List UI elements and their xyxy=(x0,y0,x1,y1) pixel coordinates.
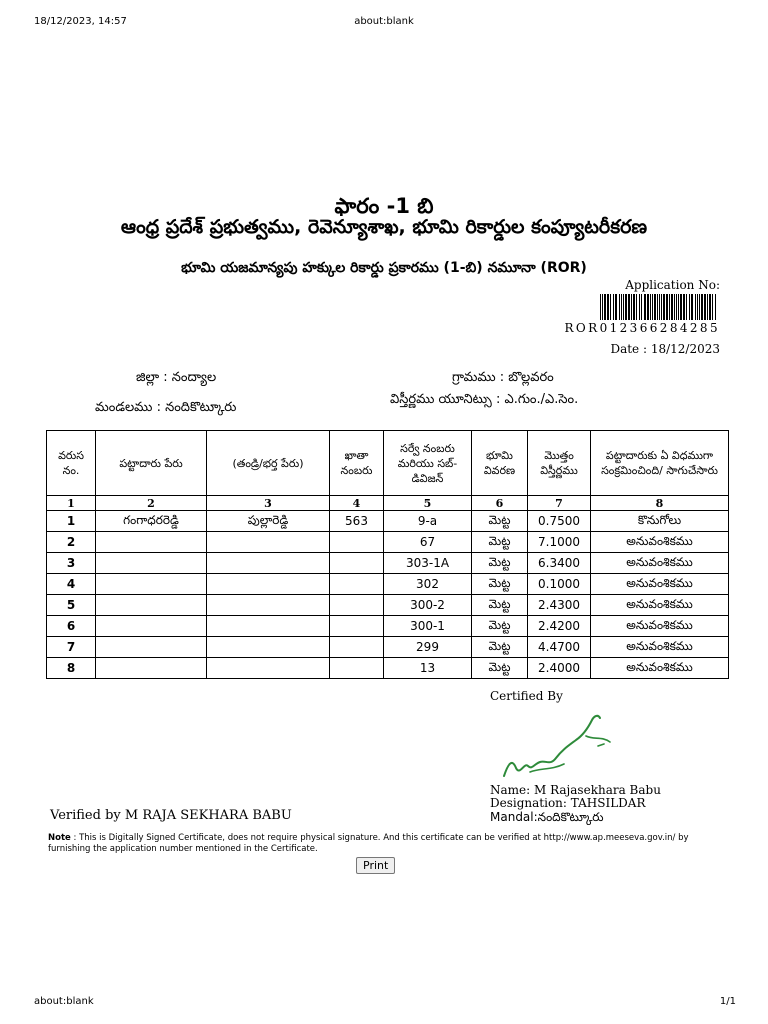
father-name-cell xyxy=(207,637,330,658)
application-barcode xyxy=(600,294,718,320)
record-title: భూమి యజమాన్యపు హక్కుల రికార్డు ప్రకారము (1-బి) నమూనా (ROR) xyxy=(181,260,587,276)
ror-table xyxy=(46,430,729,679)
print-footer-url: about:blank xyxy=(34,996,94,1007)
column-number: 2 xyxy=(96,496,207,511)
father-name-cell xyxy=(207,574,330,595)
print-datetime: 18/12/2023, 14:57 xyxy=(34,16,127,27)
application-number: ROR012366284285 xyxy=(564,321,720,335)
acquisition-cell: అనువంశికము xyxy=(591,637,729,658)
acquisition-cell: అనువంశికము xyxy=(591,616,729,637)
serial-cell: 8 xyxy=(47,658,96,679)
father-name-cell: పుల్లారెడ్డి xyxy=(207,511,330,532)
pattadar-name-cell xyxy=(96,553,207,574)
khata-cell xyxy=(330,658,384,679)
area-unit-label: విస్తీర్ణము యూనిట్సు : xyxy=(390,392,501,407)
header-land-type: భూమి వివరణ xyxy=(472,431,528,496)
khata-cell xyxy=(330,574,384,595)
acquisition-cell: కొనుగోలు xyxy=(591,511,729,532)
khata-cell xyxy=(330,553,384,574)
survey-cell: 302 xyxy=(384,574,472,595)
pattadar-name-cell: గంగాధరరెడ్డి xyxy=(96,511,207,532)
note-body: : This is Digitally Signed Certificate, does not require physical signature. And this certificate can be verified at http://www.ap.meeseva.gov.in/ by furnishing the application number mentioned in the Certificate. xyxy=(48,833,689,854)
area-cell: 2.4200 xyxy=(528,616,591,637)
district-value: నంద్యాల xyxy=(171,370,217,385)
land-type-cell: మెట్ట xyxy=(472,637,528,658)
acquisition-cell: అనువంశికము xyxy=(591,595,729,616)
serial-cell: 7 xyxy=(47,637,96,658)
signer-name: Name: M Rajasekhara Babu xyxy=(490,783,661,797)
mandal-label: మండలము : xyxy=(95,400,161,415)
mandal-field xyxy=(95,400,236,418)
serial-cell: 6 xyxy=(47,616,96,637)
column-number: 8 xyxy=(591,496,729,511)
area-cell: 0.1000 xyxy=(528,574,591,595)
khata-cell xyxy=(330,595,384,616)
header-survey-number: సర్వే నంబరు మరియు సబ్-డివిజన్ xyxy=(384,431,472,496)
table-row xyxy=(47,616,729,637)
header-total-area: మొత్తం విస్తీర్ణము xyxy=(528,431,591,496)
print-page-title: about:blank xyxy=(354,16,414,27)
column-number: 4 xyxy=(330,496,384,511)
column-number: 3 xyxy=(207,496,330,511)
pattadar-name-cell xyxy=(96,595,207,616)
signer-mandal: Mandal:నందికొట్కూరు xyxy=(490,810,604,824)
village-value: బొల్లవరం xyxy=(508,370,554,385)
header-serial: వరుస నం. xyxy=(47,431,96,496)
header-father-name: (తండ్రి/భర్త పేరు) xyxy=(207,431,330,496)
district-field xyxy=(136,370,216,388)
survey-cell: 67 xyxy=(384,532,472,553)
pattadar-name-cell xyxy=(96,637,207,658)
signature-image xyxy=(490,706,620,784)
area-unit-field xyxy=(390,392,640,410)
khata-cell xyxy=(330,532,384,553)
header-pattadar-name: పట్టాదారు పేరు xyxy=(96,431,207,496)
land-type-cell: మెట్ట xyxy=(472,532,528,553)
verified-by: Verified by M RAJA SEKHARA BABU xyxy=(50,808,292,823)
survey-cell: 300-2 xyxy=(384,595,472,616)
acquisition-cell: అనువంశికము xyxy=(591,574,729,595)
table-row xyxy=(47,595,729,616)
column-number: 1 xyxy=(47,496,96,511)
table-row xyxy=(47,637,729,658)
column-number: 5 xyxy=(384,496,472,511)
land-type-cell: మెట్ట xyxy=(472,553,528,574)
table-row xyxy=(47,658,729,679)
acquisition-cell: అనువంశికము xyxy=(591,532,729,553)
area-cell: 0.7500 xyxy=(528,511,591,532)
acquisition-cell: అనువంశికము xyxy=(591,553,729,574)
table-row xyxy=(47,553,729,574)
serial-cell: 5 xyxy=(47,595,96,616)
acquisition-cell: అనువంశికము xyxy=(591,658,729,679)
land-type-cell: మెట్ట xyxy=(472,616,528,637)
survey-cell: 303-1A xyxy=(384,553,472,574)
area-cell: 4.4700 xyxy=(528,637,591,658)
serial-cell: 2 xyxy=(47,532,96,553)
signer-designation: Designation: TAHSILDAR xyxy=(490,796,646,810)
serial-cell: 4 xyxy=(47,574,96,595)
serial-cell: 1 xyxy=(47,511,96,532)
district-label: జిల్లా : xyxy=(136,370,168,385)
survey-cell: 13 xyxy=(384,658,472,679)
column-number-row xyxy=(47,496,729,511)
land-type-cell: మెట్ట xyxy=(472,511,528,532)
father-name-cell xyxy=(207,532,330,553)
print-button[interactable]: Print xyxy=(356,857,395,874)
note-label: Note xyxy=(48,833,71,843)
area-cell: 2.4000 xyxy=(528,658,591,679)
survey-cell: 300-1 xyxy=(384,616,472,637)
area-cell: 6.3400 xyxy=(528,553,591,574)
father-name-cell xyxy=(207,553,330,574)
table-row xyxy=(47,574,729,595)
note-text xyxy=(48,833,720,855)
mandal-value: నందికొట్కూరు xyxy=(165,400,237,415)
table-row xyxy=(47,532,729,553)
pattadar-name-cell xyxy=(96,574,207,595)
area-unit-value: ఎ.గుం./ఎ.సెం. xyxy=(504,392,579,407)
father-name-cell xyxy=(207,595,330,616)
area-cell: 2.4300 xyxy=(528,595,591,616)
village-label: గ్రామము : xyxy=(452,370,505,385)
header-khata-number: ఖాతా నంబరు xyxy=(330,431,384,496)
area-cell: 7.1000 xyxy=(528,532,591,553)
survey-cell: 9-a xyxy=(384,511,472,532)
village-field xyxy=(452,370,554,388)
header-acquisition: పట్టాదారుకు ఏ విధముగా సంక్రమించింది/ సాగుచేసారు xyxy=(591,431,729,496)
table-header-row xyxy=(47,431,729,496)
land-type-cell: మెట్ట xyxy=(472,574,528,595)
application-number-label: Application No: xyxy=(625,278,720,292)
form-title: ఫారం -1 బి xyxy=(334,194,434,218)
pattadar-name-cell xyxy=(96,616,207,637)
land-type-cell: మెట్ట xyxy=(472,658,528,679)
print-page-count: 1/1 xyxy=(719,996,736,1007)
father-name-cell xyxy=(207,658,330,679)
pattadar-name-cell xyxy=(96,532,207,553)
certified-by-label: Certified By xyxy=(490,689,563,703)
father-name-cell xyxy=(207,616,330,637)
department-title: ఆంధ్ర ప్రదేశ్ ప్రభుత్వము, రెవెన్యూశాఖ, భూమి రికార్డుల కంప్యూటరీకరణ xyxy=(120,216,648,238)
pattadar-name-cell xyxy=(96,658,207,679)
serial-cell: 3 xyxy=(47,553,96,574)
issue-date: Date : 18/12/2023 xyxy=(610,342,720,356)
khata-cell xyxy=(330,637,384,658)
survey-cell: 299 xyxy=(384,637,472,658)
khata-cell xyxy=(330,616,384,637)
khata-cell: 563 xyxy=(330,511,384,532)
land-type-cell: మెట్ట xyxy=(472,595,528,616)
column-number: 6 xyxy=(472,496,528,511)
table-row xyxy=(47,511,729,532)
column-number: 7 xyxy=(528,496,591,511)
